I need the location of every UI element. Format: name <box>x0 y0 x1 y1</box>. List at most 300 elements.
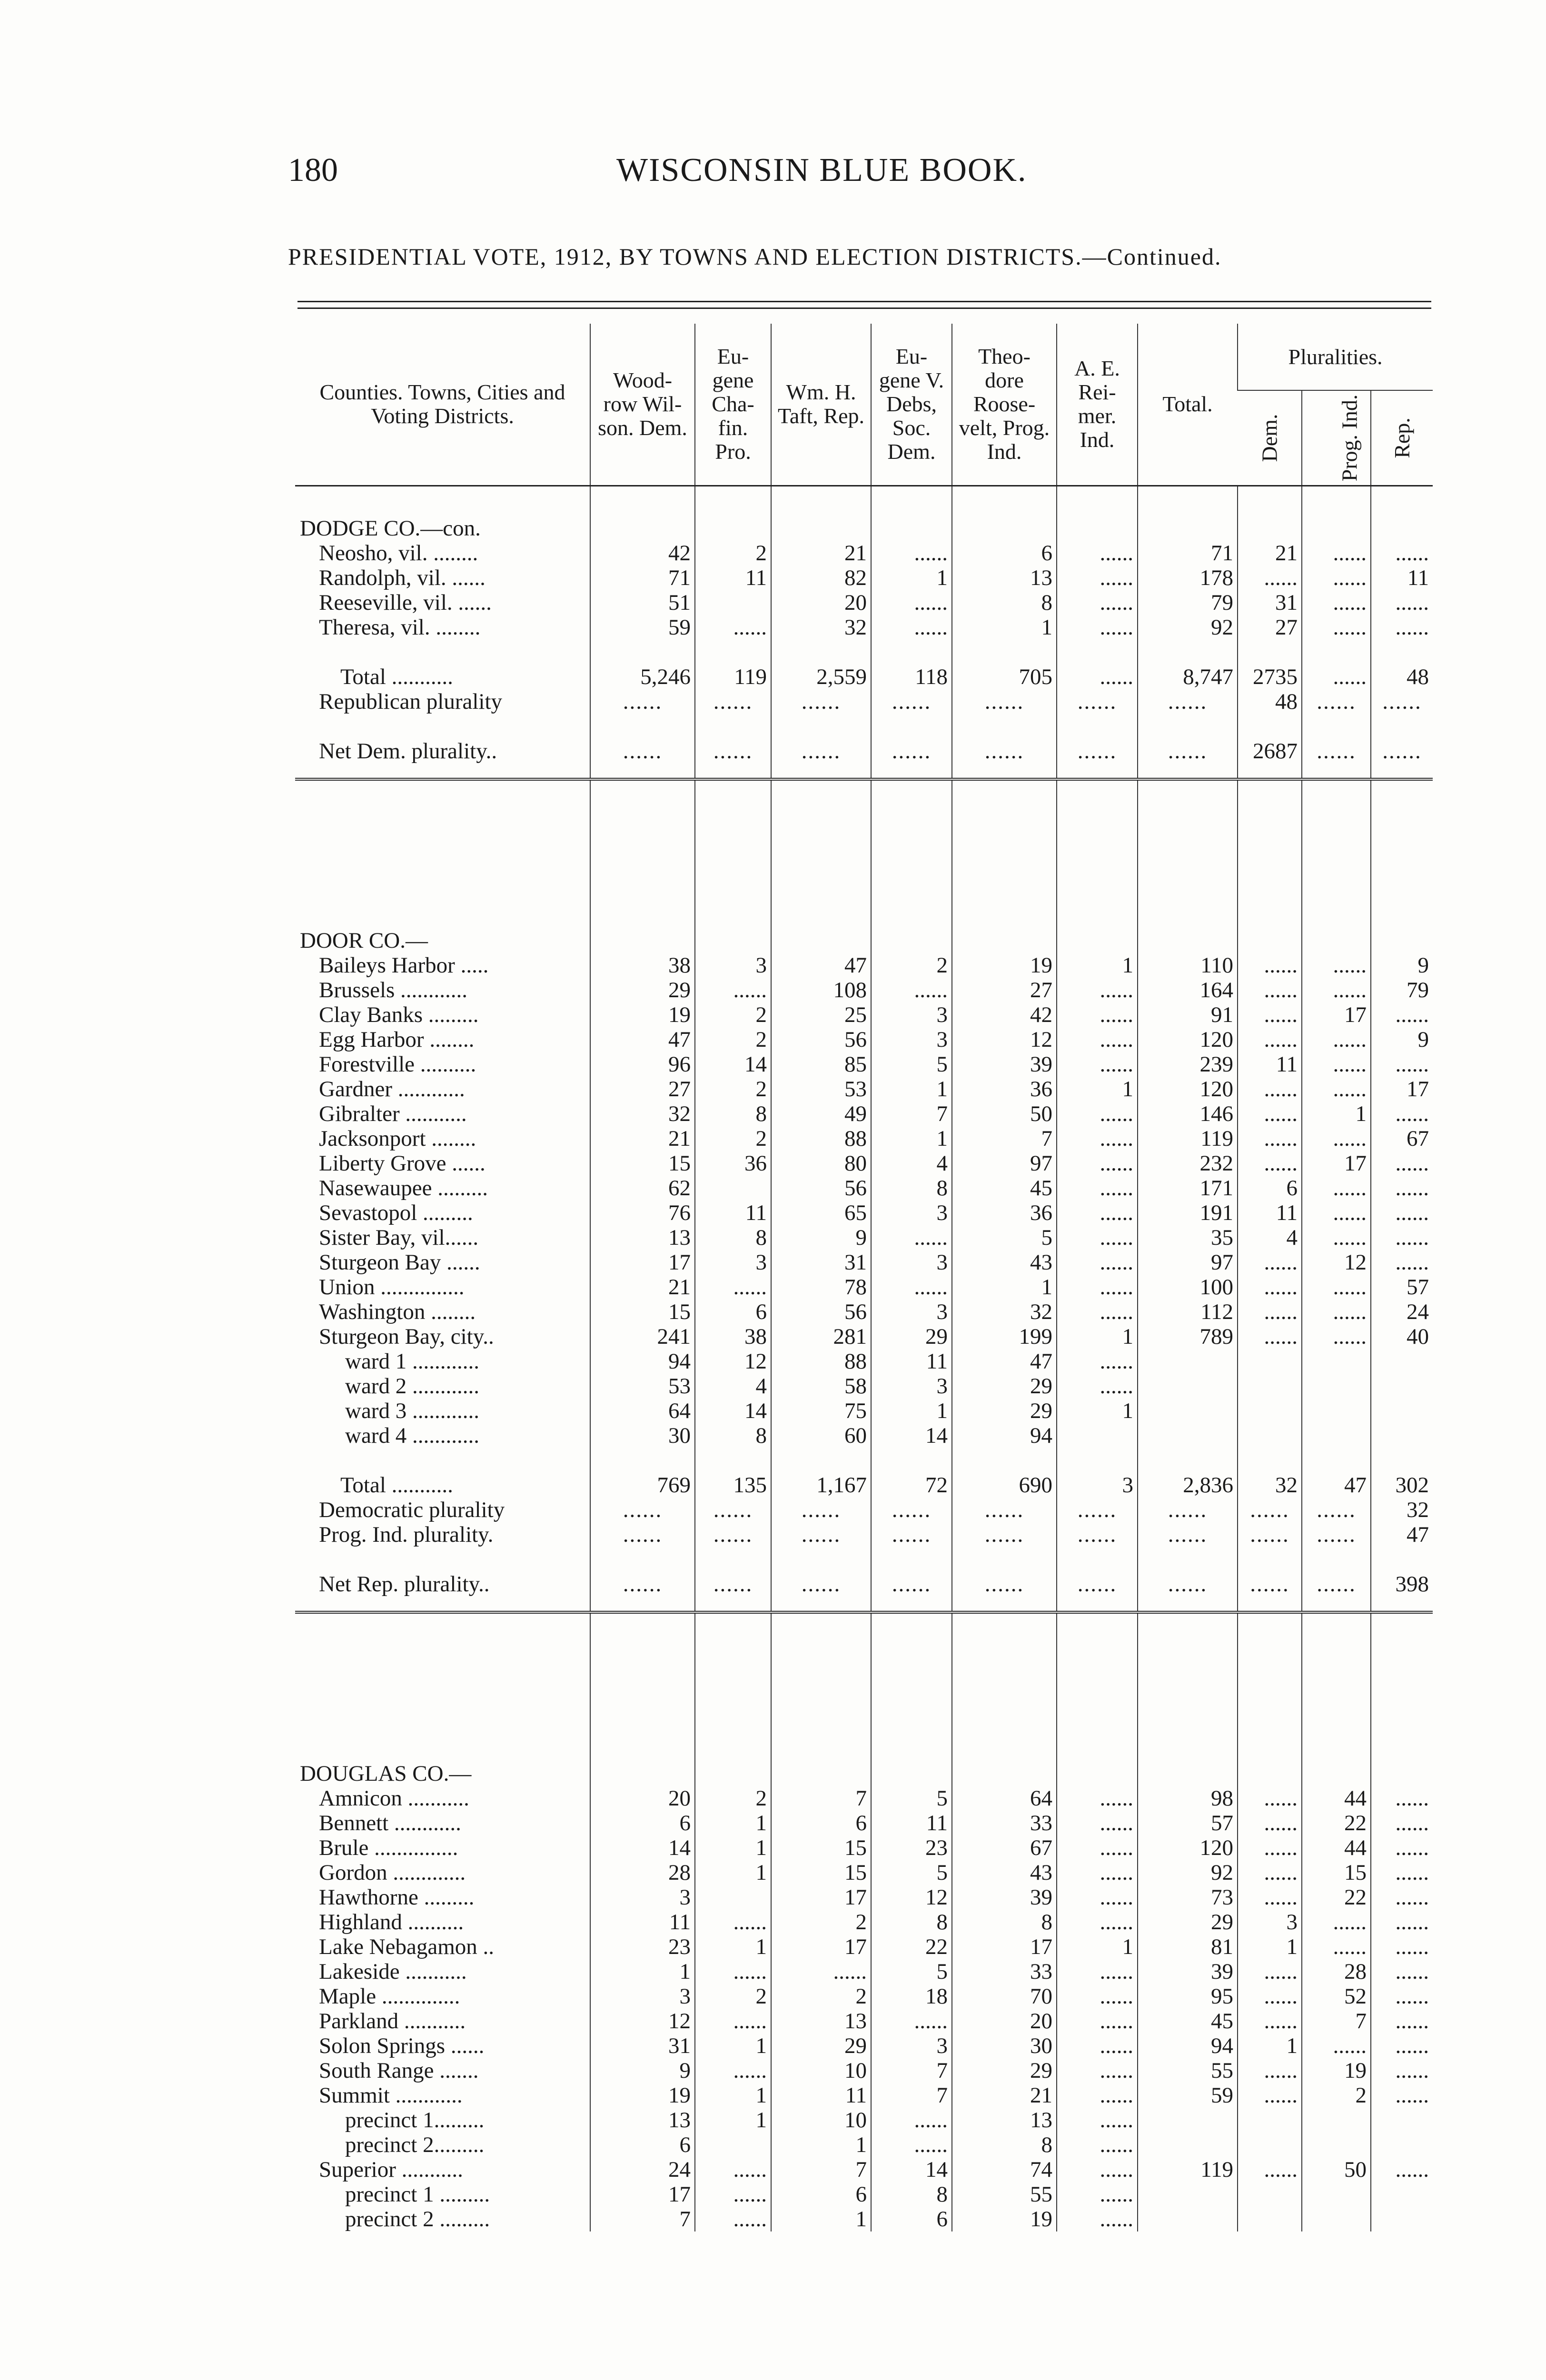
cell-roosevelt: 7 <box>952 1126 1057 1151</box>
cell-rep: ...... <box>1371 590 1433 615</box>
cell-reimer: ...... <box>1057 664 1138 689</box>
cell-chafin <box>695 590 771 615</box>
cell-chafin: ...... <box>695 1275 771 1299</box>
col-wilson: Wood- row Wil- son. Dem. <box>590 324 695 486</box>
table-row <box>295 2033 1433 2058</box>
row-label: precinct 1 ......... <box>345 2182 490 2207</box>
cell-prog: 44 <box>1302 1786 1371 1811</box>
empty-cell <box>871 1597 952 1612</box>
cell-debs: 3 <box>871 1374 952 1398</box>
cell-debs: ...... <box>871 2009 952 2033</box>
cell-taft: 47 <box>771 953 871 978</box>
cell-chafin: ...... <box>695 689 771 714</box>
cell-roosevelt: 36 <box>952 1077 1057 1101</box>
row-label: ward 2 ............ <box>345 1373 479 1398</box>
table-row <box>295 1885 1433 1910</box>
cell-roosevelt: 39 <box>952 1885 1057 1910</box>
row-label: Hawthorne ......... <box>319 1884 475 1910</box>
col-total: Total. <box>1138 324 1238 486</box>
empty-cell <box>1302 486 1371 511</box>
empty-cell <box>1238 714 1302 739</box>
cell-debs: 11 <box>871 1811 952 1835</box>
cell-debs: 3 <box>871 1299 952 1324</box>
table-row <box>295 1959 1433 1984</box>
empty-cell <box>1138 714 1238 739</box>
cell-roosevelt: 5 <box>952 1225 1057 1250</box>
empty-cell <box>1057 714 1138 739</box>
cell-total: 81 <box>1138 1934 1238 1959</box>
cell-reimer: ...... <box>1057 2083 1138 2108</box>
cell-prog: ...... <box>1302 1275 1371 1299</box>
cell-wilson: 12 <box>590 2009 695 2033</box>
empty-cell <box>771 1756 871 1786</box>
table-caption: PRESIDENTIAL VOTE, 1912, BY TOWNS AND ELECTION DISTRICTS.—Continued. <box>288 243 1222 270</box>
empty-cell <box>295 486 590 511</box>
cell-rep <box>1371 1374 1433 1398</box>
row-label: Republican plurality <box>319 689 503 714</box>
empty-cell <box>295 764 590 779</box>
cell-roosevelt: 94 <box>952 1423 1057 1448</box>
cell-chafin: ...... <box>695 1959 771 1984</box>
cell-reimer: ...... <box>1057 1860 1138 1885</box>
cell-dem: ...... <box>1238 1885 1302 1910</box>
empty-cell <box>1138 1448 1238 1473</box>
row-label: Baileys Harbor ..... <box>319 952 489 978</box>
cell-rep: ...... <box>1371 1200 1433 1225</box>
cell-reimer: 3 <box>1057 1473 1138 1497</box>
empty-cell <box>1302 1756 1371 1786</box>
cell-roosevelt: 29 <box>952 1398 1057 1423</box>
cell-wilson: 94 <box>590 1349 695 1374</box>
empty-cell <box>1138 1597 1238 1612</box>
cell-taft: 2 <box>771 1984 871 2009</box>
cell-chafin: 1 <box>695 2033 771 2058</box>
cell-reimer: 1 <box>1057 1398 1138 1423</box>
cell-chafin: 12 <box>695 1349 771 1374</box>
cell-prog: ...... <box>1302 978 1371 1002</box>
cell-taft: 56 <box>771 1176 871 1200</box>
cell-reimer: ...... <box>1057 1002 1138 1027</box>
cell-chafin: ...... <box>695 615 771 640</box>
col-taft: Wm. H. Taft, Rep. <box>771 324 871 486</box>
table-row <box>295 541 1433 565</box>
row-label: Reeseville, vil. ...... <box>319 590 492 615</box>
row-label: Gibralter ........... <box>319 1101 467 1126</box>
cell-debs: ...... <box>871 689 952 714</box>
cell-prog: ...... <box>1302 739 1371 764</box>
cell-reimer: ...... <box>1057 2132 1138 2157</box>
cell-chafin: ...... <box>695 2207 771 2231</box>
cell-dem <box>1238 1423 1302 1448</box>
table-row <box>295 1151 1433 1176</box>
cell-total: 120 <box>1138 1835 1238 1860</box>
cell-dem: ...... <box>1238 1786 1302 1811</box>
empty-cell <box>952 779 1057 923</box>
cell-dem: 32 <box>1238 1473 1302 1497</box>
net-plurality-row <box>295 1572 1433 1597</box>
cell-reimer: ...... <box>1057 1027 1138 1052</box>
cell-rep: 11 <box>1371 565 1433 590</box>
cell-taft: 15 <box>771 1835 871 1860</box>
table-row <box>295 2009 1433 2033</box>
col-plur-rep: Rep. <box>1371 390 1433 486</box>
cell-chafin: ...... <box>695 2157 771 2182</box>
cell-chafin: 2 <box>695 1126 771 1151</box>
cell-chafin: ...... <box>695 978 771 1002</box>
spacer-row <box>295 486 1433 511</box>
empty-cell <box>590 1547 695 1572</box>
cell-wilson: 14 <box>590 1835 695 1860</box>
cell-prog: ...... <box>1302 1910 1371 1934</box>
cell-chafin: 14 <box>695 1052 771 1077</box>
cell-reimer: ...... <box>1057 615 1138 640</box>
row-label: Theresa, vil. ........ <box>319 615 481 640</box>
cell-taft: ...... <box>771 1522 871 1547</box>
cell-wilson: ...... <box>590 689 695 714</box>
cell-debs: 5 <box>871 1052 952 1077</box>
cell-taft: 21 <box>771 541 871 565</box>
cell-reimer: ...... <box>1057 1835 1138 1860</box>
cell-debs: ...... <box>871 739 952 764</box>
cell-wilson: ...... <box>590 1572 695 1597</box>
cell-wilson: 42 <box>590 541 695 565</box>
cell-prog <box>1302 1398 1371 1423</box>
cell-reimer: ...... <box>1057 1176 1138 1200</box>
cell-dem: ...... <box>1238 1324 1302 1349</box>
cell-taft: ...... <box>771 1572 871 1597</box>
cell-dem: ...... <box>1238 565 1302 590</box>
cell-roosevelt: 30 <box>952 2033 1057 2058</box>
cell-dem: ...... <box>1238 2083 1302 2108</box>
cell-wilson: 3 <box>590 1885 695 1910</box>
row-label: Net Rep. plurality.. <box>319 1571 490 1597</box>
cell-roosevelt: 19 <box>952 2207 1057 2231</box>
cell-taft: 49 <box>771 1101 871 1126</box>
cell-rep: 32 <box>1371 1497 1433 1522</box>
net-plurality-row <box>295 739 1433 764</box>
cell-debs: 118 <box>871 664 952 689</box>
table-row <box>295 978 1433 1002</box>
cell-rep: ...... <box>1371 1959 1433 1984</box>
table-row <box>295 1984 1433 2009</box>
cell-reimer: ...... <box>1057 1200 1138 1225</box>
cell-taft: 1 <box>771 2132 871 2157</box>
cell-taft: 53 <box>771 1077 871 1101</box>
empty-cell <box>1302 1597 1371 1612</box>
cell-rep: ...... <box>1371 615 1433 640</box>
cell-reimer: ...... <box>1057 739 1138 764</box>
row-label: Jacksonport ........ <box>319 1126 476 1151</box>
cell-chafin: 135 <box>695 1473 771 1497</box>
cell-total: 164 <box>1138 978 1238 1002</box>
cell-debs: 14 <box>871 1423 952 1448</box>
empty-cell <box>952 640 1057 664</box>
spacer-row <box>295 779 1433 923</box>
cell-rep: 17 <box>1371 1077 1433 1101</box>
vote-table <box>295 324 1433 2231</box>
empty-cell <box>1138 1612 1238 1756</box>
top-rule <box>297 301 1431 302</box>
empty-cell <box>295 779 590 923</box>
spacer-row <box>295 640 1433 664</box>
cell-dem: 3 <box>1238 1910 1302 1934</box>
cell-rep <box>1371 2207 1433 2231</box>
cell-dem: 1 <box>1238 1934 1302 1959</box>
empty-cell <box>695 779 771 923</box>
empty-cell <box>1057 779 1138 923</box>
cell-chafin: 2 <box>695 1027 771 1052</box>
row-label: precinct 1......... <box>345 2107 485 2132</box>
cell-prog: 7 <box>1302 2009 1371 2033</box>
cell-chafin: 1 <box>695 2083 771 2108</box>
cell-debs: 5 <box>871 1959 952 1984</box>
cell-chafin: ...... <box>695 2182 771 2207</box>
cell-chafin: 6 <box>695 1299 771 1324</box>
cell-wilson: 59 <box>590 615 695 640</box>
cell-prog: ...... <box>1302 1052 1371 1077</box>
cell-total: 71 <box>1138 541 1238 565</box>
cell-roosevelt: ...... <box>952 739 1057 764</box>
row-label: Net Dem. plurality.. <box>319 738 497 764</box>
cell-total: 92 <box>1138 1860 1238 1885</box>
empty-cell <box>1138 779 1238 923</box>
cell-roosevelt: 21 <box>952 2083 1057 2108</box>
cell-prog: 19 <box>1302 2058 1371 2083</box>
table-row <box>295 1299 1433 1324</box>
cell-total <box>1138 2182 1238 2207</box>
cell-wilson: 13 <box>590 1225 695 1250</box>
cell-reimer: ...... <box>1057 590 1138 615</box>
empty-cell <box>695 1597 771 1612</box>
ward-row <box>295 1349 1433 1374</box>
cell-prog <box>1302 1349 1371 1374</box>
row-label: Summit ............ <box>319 2082 463 2108</box>
cell-roosevelt: ...... <box>952 689 1057 714</box>
cell-total: ...... <box>1138 1522 1238 1547</box>
cell-prog: 52 <box>1302 1984 1371 2009</box>
cell-total: ...... <box>1138 1572 1238 1597</box>
cell-wilson: 5,246 <box>590 664 695 689</box>
cell-wilson: 15 <box>590 1151 695 1176</box>
empty-cell <box>771 1612 871 1756</box>
cell-roosevelt: 12 <box>952 1027 1057 1052</box>
cell-debs: ...... <box>871 1497 952 1522</box>
cell-dem: ...... <box>1238 1860 1302 1885</box>
empty-cell <box>295 714 590 739</box>
cell-prog: ...... <box>1302 664 1371 689</box>
empty-cell <box>1138 1547 1238 1572</box>
empty-cell <box>590 779 695 923</box>
cell-chafin: 2 <box>695 1002 771 1027</box>
empty-cell <box>1238 1547 1302 1572</box>
cell-roosevelt: 199 <box>952 1324 1057 1349</box>
cell-wilson: 20 <box>590 1786 695 1811</box>
empty-cell <box>1057 511 1138 541</box>
cell-debs: 7 <box>871 1101 952 1126</box>
cell-dem: ...... <box>1238 1572 1302 1597</box>
cell-rep: ...... <box>1371 1151 1433 1176</box>
cell-reimer: ...... <box>1057 1786 1138 1811</box>
cell-chafin: 1 <box>695 1860 771 1885</box>
cell-rep: ...... <box>1371 1225 1433 1250</box>
ward-row <box>295 1423 1433 1448</box>
cell-taft: ...... <box>771 1959 871 1984</box>
cell-reimer: ...... <box>1057 1497 1138 1522</box>
cell-roosevelt: ...... <box>952 1497 1057 1522</box>
cell-prog: 50 <box>1302 2157 1371 2182</box>
cell-total: 97 <box>1138 1250 1238 1275</box>
empty-cell <box>295 640 590 664</box>
cell-debs: 7 <box>871 2083 952 2108</box>
cell-wilson: 62 <box>590 1176 695 1200</box>
cell-taft: 10 <box>771 2058 871 2083</box>
cell-dem: 1 <box>1238 2033 1302 2058</box>
cell-reimer: ...... <box>1057 2058 1138 2083</box>
empty-cell <box>952 511 1057 541</box>
cell-total: 29 <box>1138 1910 1238 1934</box>
cell-chafin: ...... <box>695 1572 771 1597</box>
empty-cell <box>1238 923 1302 953</box>
table-row <box>295 1860 1433 1885</box>
cell-roosevelt: 64 <box>952 1786 1057 1811</box>
cell-roosevelt: 8 <box>952 590 1057 615</box>
empty-cell <box>590 764 695 779</box>
cell-debs: ...... <box>871 1225 952 1250</box>
cell-roosevelt: 13 <box>952 2108 1057 2132</box>
ward-row <box>295 1374 1433 1398</box>
cell-prog <box>1302 2182 1371 2207</box>
cell-chafin: 3 <box>695 953 771 978</box>
precinct-row <box>295 2108 1433 2132</box>
cell-dem: ...... <box>1238 1984 1302 2009</box>
cell-taft: 31 <box>771 1250 871 1275</box>
cell-wilson: ...... <box>590 1522 695 1547</box>
row-label: Sevastopol ......... <box>319 1200 473 1225</box>
cell-reimer <box>1057 1423 1138 1448</box>
empty-cell <box>771 486 871 511</box>
empty-cell <box>871 923 952 953</box>
cell-debs: 72 <box>871 1473 952 1497</box>
cell-dem: ...... <box>1238 1959 1302 1984</box>
empty-cell <box>1138 640 1238 664</box>
row-label: Sturgeon Bay ...... <box>319 1250 480 1275</box>
empty-cell <box>871 511 952 541</box>
cell-debs: 1 <box>871 1398 952 1423</box>
spacer-row <box>295 1448 1433 1473</box>
cell-rep: ...... <box>1371 2157 1433 2182</box>
cell-dem: ...... <box>1238 953 1302 978</box>
empty-cell <box>1238 1612 1302 1756</box>
cell-prog: 1 <box>1302 1101 1371 1126</box>
empty-cell <box>695 1448 771 1473</box>
empty-cell <box>1302 511 1371 541</box>
cell-roosevelt: 67 <box>952 1835 1057 1860</box>
cell-chafin: 1 <box>695 2108 771 2132</box>
cell-reimer: 1 <box>1057 1077 1138 1101</box>
cell-dem: ...... <box>1238 1522 1302 1547</box>
empty-cell <box>1302 1448 1371 1473</box>
cell-rep: ...... <box>1371 689 1433 714</box>
row-label: ward 1 ............ <box>345 1349 479 1374</box>
cell-dem: ...... <box>1238 978 1302 1002</box>
cell-dem <box>1238 1349 1302 1374</box>
cell-prog: 28 <box>1302 1959 1371 1984</box>
empty-cell <box>771 1597 871 1612</box>
empty-cell <box>1371 764 1433 779</box>
cell-debs: 8 <box>871 2182 952 2207</box>
empty-cell <box>695 764 771 779</box>
cell-dem: 21 <box>1238 541 1302 565</box>
cell-wilson: 38 <box>590 953 695 978</box>
empty-cell <box>590 511 695 541</box>
cell-prog: 22 <box>1302 1811 1371 1835</box>
cell-roosevelt: 39 <box>952 1052 1057 1077</box>
cell-chafin: 38 <box>695 1324 771 1349</box>
row-label: Solon Springs ...... <box>319 2033 485 2058</box>
cell-roosevelt: 47 <box>952 1349 1057 1374</box>
cell-rep: ...... <box>1371 1176 1433 1200</box>
cell-reimer: ...... <box>1057 1885 1138 1910</box>
cell-debs: ...... <box>871 978 952 1002</box>
cell-wilson: ...... <box>590 739 695 764</box>
cell-total: 120 <box>1138 1027 1238 1052</box>
empty-cell <box>1057 640 1138 664</box>
cell-debs: 3 <box>871 1002 952 1027</box>
county-heading-row <box>295 923 1433 953</box>
cell-reimer: ...... <box>1057 1225 1138 1250</box>
cell-rep: ...... <box>1371 1984 1433 2009</box>
cell-roosevelt: 45 <box>952 1176 1057 1200</box>
empty-cell <box>1238 1756 1302 1786</box>
empty-cell <box>1371 1756 1433 1786</box>
cell-dem: ...... <box>1238 1126 1302 1151</box>
row-label: ward 4 ............ <box>345 1423 479 1448</box>
empty-cell <box>952 486 1057 511</box>
empty-cell <box>1302 1612 1371 1756</box>
empty-cell <box>590 714 695 739</box>
table-row <box>295 615 1433 640</box>
empty-cell <box>695 1547 771 1572</box>
cell-taft: 108 <box>771 978 871 1002</box>
cell-roosevelt: 43 <box>952 1860 1057 1885</box>
cell-wilson: 17 <box>590 2182 695 2207</box>
table-row <box>295 953 1433 978</box>
cell-prog <box>1302 2207 1371 2231</box>
cell-roosevelt: 36 <box>952 1200 1057 1225</box>
page-title: WISCONSIN BLUE BOOK. <box>616 152 1027 188</box>
empty-cell <box>771 640 871 664</box>
cell-total <box>1138 1398 1238 1423</box>
cell-rep <box>1371 1349 1433 1374</box>
table-row <box>295 1225 1433 1250</box>
cell-total: 98 <box>1138 1786 1238 1811</box>
cell-wilson: 53 <box>590 1374 695 1398</box>
empty-cell <box>771 714 871 739</box>
cell-debs: 22 <box>871 1934 952 1959</box>
empty-cell <box>1371 779 1433 923</box>
county-heading: DODGE CO.—con. <box>300 516 481 541</box>
cell-total: 73 <box>1138 1885 1238 1910</box>
cell-debs: ...... <box>871 541 952 565</box>
empty-cell <box>1302 1547 1371 1572</box>
cell-wilson: 11 <box>590 1910 695 1934</box>
cell-dem <box>1238 2207 1302 2231</box>
cell-total: 120 <box>1138 1077 1238 1101</box>
cell-wilson: 24 <box>590 2157 695 2182</box>
cell-reimer: ...... <box>1057 1275 1138 1299</box>
cell-total: 94 <box>1138 2033 1238 2058</box>
cell-prog: 15 <box>1302 1860 1371 1885</box>
